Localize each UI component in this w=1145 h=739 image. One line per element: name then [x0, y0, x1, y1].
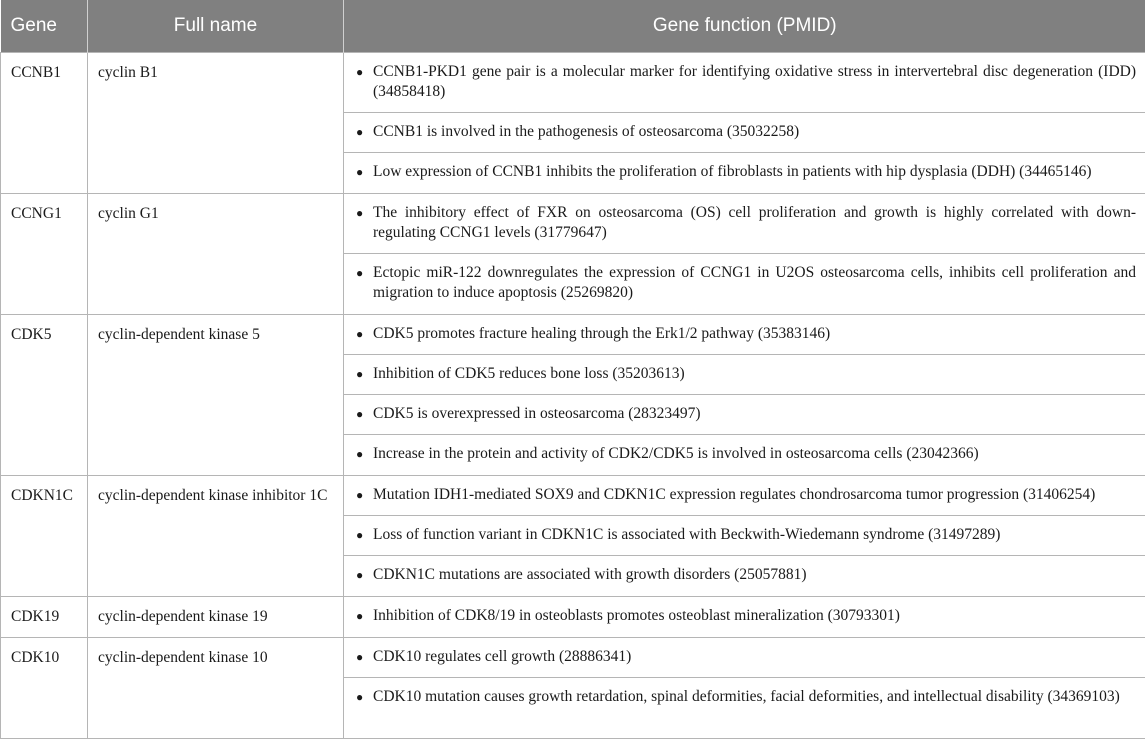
- function-text: CDK10 regulates cell growth (28886341): [373, 647, 1136, 667]
- function-item: [344, 678, 1145, 738]
- table-row: [1, 638, 1145, 739]
- function-item: [344, 395, 1145, 435]
- header-gene-function: Gene function (PMID): [344, 0, 1145, 53]
- table-row: [1, 315, 1145, 476]
- gene-cell: CDK5: [1, 315, 88, 476]
- function-text: The inhibitory effect of FXR on osteosarcoma (OS) cell proliferation and growth is highly correlated with down-regulating CCNG1 levels (31779647): [373, 203, 1136, 243]
- function-text: Mutation IDH1-mediated SOX9 and CDKN1C expression regulates chondrosarcoma tumor progression (31406254): [373, 485, 1136, 505]
- function-text: CDK5 is overexpressed in osteosarcoma (28323497): [373, 404, 1136, 424]
- full-name-cell: cyclin-dependent kinase inhibitor 1C: [88, 476, 344, 597]
- full-name-cell: cyclin B1: [88, 53, 344, 194]
- function-item: [344, 476, 1145, 516]
- function-text: CDKN1C mutations are associated with growth disorders (25057881): [373, 565, 1136, 585]
- bullet-icon: ●: [356, 203, 373, 223]
- table-row: [1, 476, 1145, 597]
- function-item: [344, 516, 1145, 556]
- table-row: [1, 53, 1145, 194]
- function-text: CDK10 mutation causes growth retardation, spinal deformities, facial deformities, and intellectual disability (34369103): [373, 687, 1136, 707]
- bullet-icon: ●: [356, 485, 373, 505]
- function-item: [344, 556, 1145, 596]
- function-cell: [344, 315, 1145, 476]
- function-text: Inhibition of CDK8/19 in osteoblasts promotes osteoblast mineralization (30793301): [373, 606, 1136, 626]
- function-item: [344, 597, 1145, 637]
- function-item: [344, 153, 1145, 193]
- function-text: Increase in the protein and activity of CDK2/CDK5 is involved in osteosarcoma cells (23042366): [373, 444, 1136, 464]
- full-name-cell: cyclin-dependent kinase 10: [88, 638, 344, 739]
- full-name-cell: cyclin-dependent kinase 19: [88, 597, 344, 638]
- full-name-cell: cyclin-dependent kinase 5: [88, 315, 344, 476]
- function-text: Low expression of CCNB1 inhibits the proliferation of fibroblasts in patients with hip dysplasia (DDH) (34465146): [373, 162, 1136, 182]
- gene-cell: CCNB1: [1, 53, 88, 194]
- bullet-icon: ●: [356, 525, 373, 545]
- function-item: [344, 254, 1145, 314]
- function-text: CCNB1-PKD1 gene pair is a molecular marker for identifying oxidative stress in intervertebral disc degeneration (IDD) (34858418): [373, 62, 1136, 102]
- gene-cell: CDK10: [1, 638, 88, 739]
- function-cell: [344, 597, 1145, 638]
- bullet-icon: ●: [356, 62, 373, 82]
- header-full-name: Full name: [88, 0, 344, 53]
- bullet-icon: ●: [356, 687, 373, 707]
- function-text: Ectopic miR-122 downregulates the expression of CCNG1 in U2OS osteosarcoma cells, inhibits cell proliferation and migration to induce apoptosis (25269820): [373, 263, 1136, 303]
- bullet-icon: ●: [356, 122, 373, 142]
- table-row: [1, 194, 1145, 315]
- bullet-icon: ●: [356, 565, 373, 585]
- table-row: [1, 597, 1145, 638]
- function-item: [344, 638, 1145, 678]
- gene-cell: CCNG1: [1, 194, 88, 315]
- bullet-icon: ●: [356, 162, 373, 182]
- gene-cell: CDKN1C: [1, 476, 88, 597]
- function-item: [344, 194, 1145, 254]
- function-item: [344, 355, 1145, 395]
- full-name-cell: cyclin G1: [88, 194, 344, 315]
- function-item: [344, 53, 1145, 113]
- function-cell: [344, 53, 1145, 194]
- function-item: [344, 435, 1145, 475]
- function-cell: [344, 476, 1145, 597]
- function-cell: [344, 638, 1145, 739]
- function-text: Loss of function variant in CDKN1C is associated with Beckwith-Wiedemann syndrome (31497289): [373, 525, 1136, 545]
- bullet-icon: ●: [356, 364, 373, 384]
- function-item: [344, 315, 1145, 355]
- function-item: [344, 113, 1145, 153]
- bullet-icon: ●: [356, 404, 373, 424]
- function-text: Inhibition of CDK5 reduces bone loss (35203613): [373, 364, 1136, 384]
- header-row: [1, 0, 1145, 53]
- bullet-icon: ●: [356, 324, 373, 344]
- header-gene: Gene: [1, 0, 88, 53]
- bullet-icon: ●: [356, 263, 373, 283]
- function-text: CDK5 promotes fracture healing through the Erk1/2 pathway (35383146): [373, 324, 1136, 344]
- gene-cell: CDK19: [1, 597, 88, 638]
- bullet-icon: ●: [356, 444, 373, 464]
- bullet-icon: ●: [356, 647, 373, 667]
- function-text: CCNB1 is involved in the pathogenesis of osteosarcoma (35032258): [373, 122, 1136, 142]
- bullet-icon: ●: [356, 606, 373, 626]
- function-cell: [344, 194, 1145, 315]
